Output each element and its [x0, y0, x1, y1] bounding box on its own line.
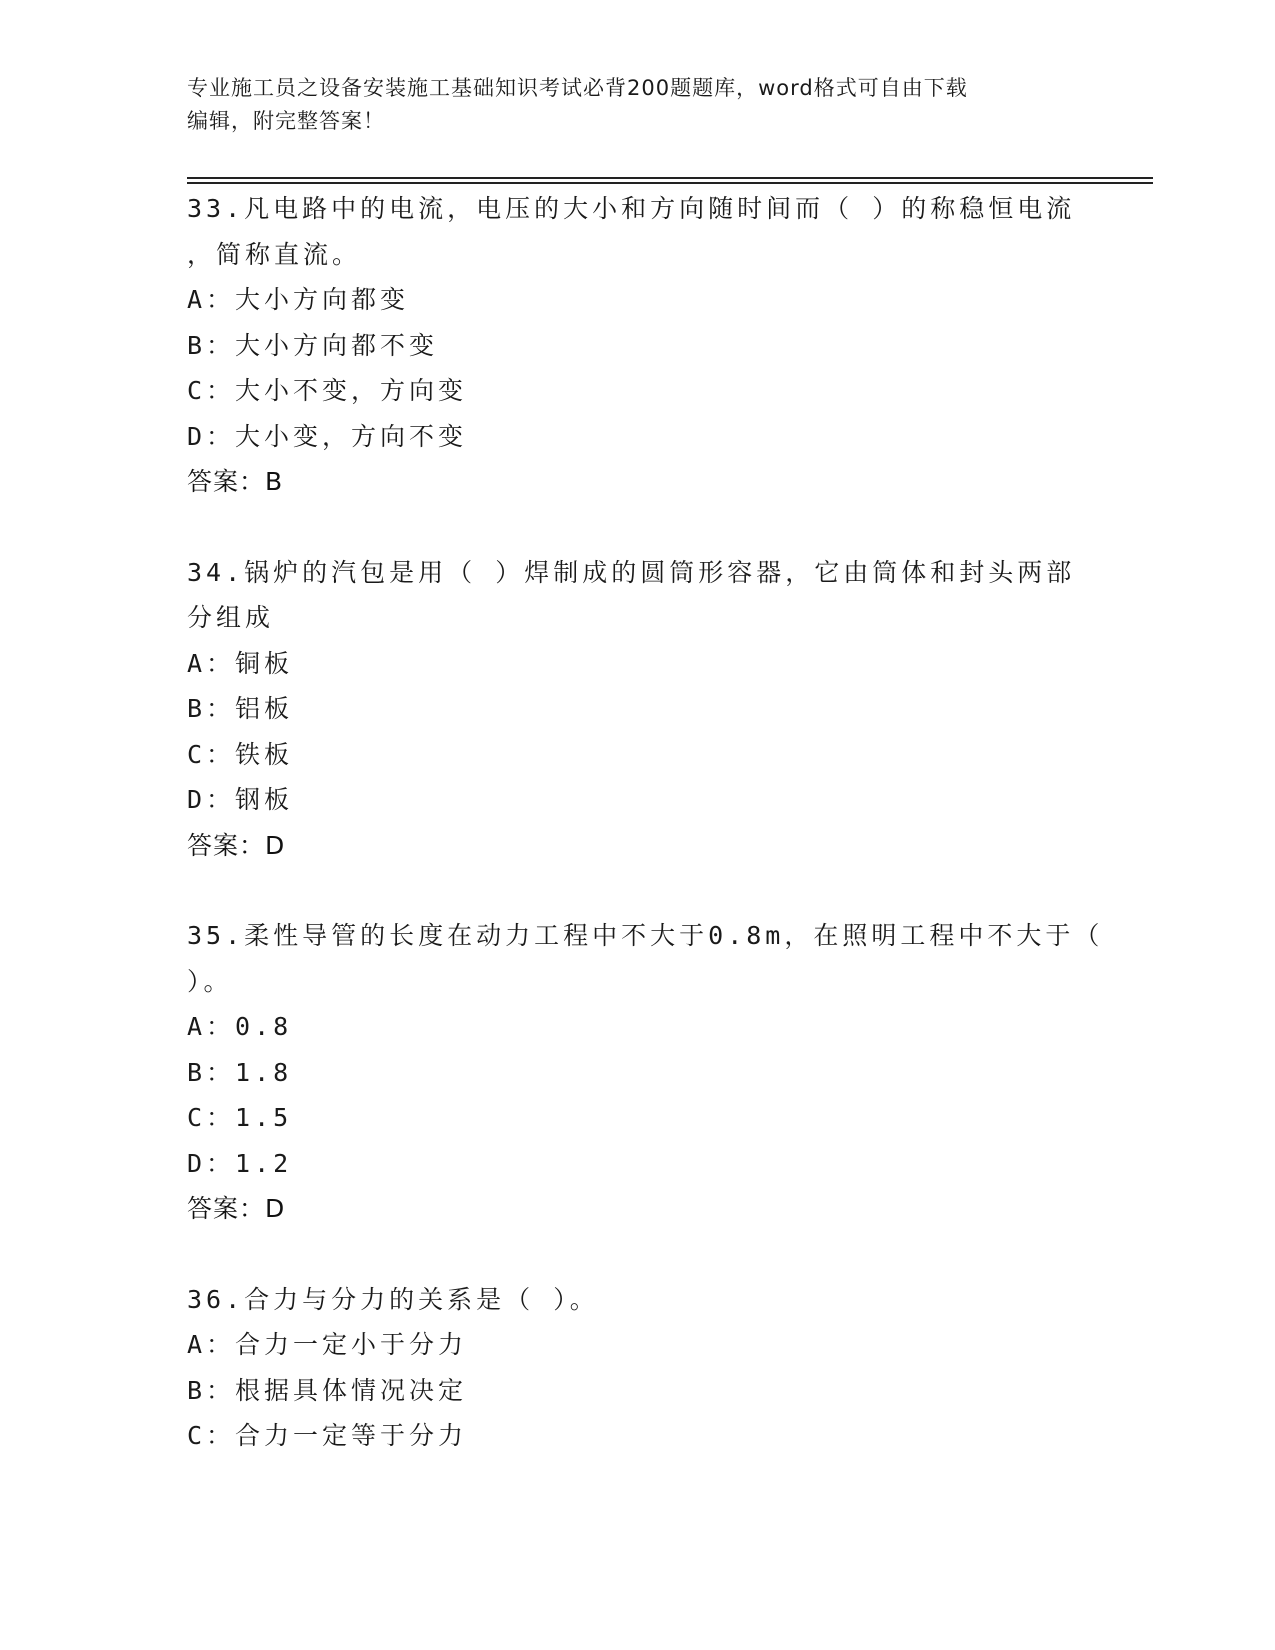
- question-list: [187, 186, 1104, 1459]
- option-c: C：铁板: [187, 739, 294, 769]
- question-36: [187, 1277, 1087, 1459]
- question-35: [187, 913, 1104, 1232]
- header-line-2: 编辑，附完整答案！: [187, 109, 385, 133]
- question-stem-line: ）。: [187, 966, 233, 996]
- option-b: B：铝板: [187, 694, 294, 723]
- option-c: C：1.5: [187, 1103, 293, 1132]
- option-b: B：大小方向都不变: [187, 330, 439, 360]
- option-d: D：钢板: [187, 785, 294, 814]
- header-line-1: 专业施工员之设备安装施工基础知识考试必背200题题库，word格式可自由下载: [187, 76, 968, 100]
- option-d: D：大小变，方向不变: [187, 421, 468, 451]
- header-divider-top: [187, 177, 1153, 179]
- option-d: D：1.2: [187, 1148, 293, 1178]
- option-a: A：0.8: [187, 1012, 293, 1041]
- question-stem-line: 35.柔性导管的长度在动力工程中不大于0.8m，在照明工程中不大于（: [187, 921, 1104, 950]
- option-a: A：铜板: [187, 648, 294, 678]
- question-stem-line: 分组成: [187, 603, 275, 632]
- question-34: [187, 550, 1087, 869]
- question-stem-line: ，简称直流。: [187, 239, 362, 269]
- question-33: [187, 186, 1087, 505]
- option-a: A：大小方向都变: [187, 285, 410, 314]
- answer: 答案：D: [187, 830, 286, 860]
- answer: 答案：D: [187, 1194, 286, 1223]
- option-b: B：1.8: [187, 1057, 293, 1087]
- question-spacer: [187, 505, 1087, 550]
- question-stem-line: 36.合力与分力的关系是（ ）。: [187, 1284, 599, 1314]
- question-stem-line: 34.锅炉的汽包是用（ ）焊制成的圆筒形容器，它由筒体和封头两部: [187, 557, 1076, 587]
- option-b: B：根据具体情况决定: [187, 1375, 468, 1405]
- option-a: A：合力一定小于分力: [187, 1330, 468, 1359]
- question-stem-line: 33.凡电路中的电流，电压的大小和方向随时间而（ ）的称稳恒电流: [187, 194, 1076, 223]
- option-c: C：大小不变，方向变: [187, 376, 468, 405]
- question-spacer: [187, 1232, 1087, 1277]
- header-divider-bottom: [187, 182, 1153, 184]
- question-spacer: [187, 868, 1087, 913]
- document-header: [187, 72, 1067, 138]
- answer: 答案：B: [187, 467, 284, 496]
- option-c: C：合力一定等于分力: [187, 1421, 468, 1450]
